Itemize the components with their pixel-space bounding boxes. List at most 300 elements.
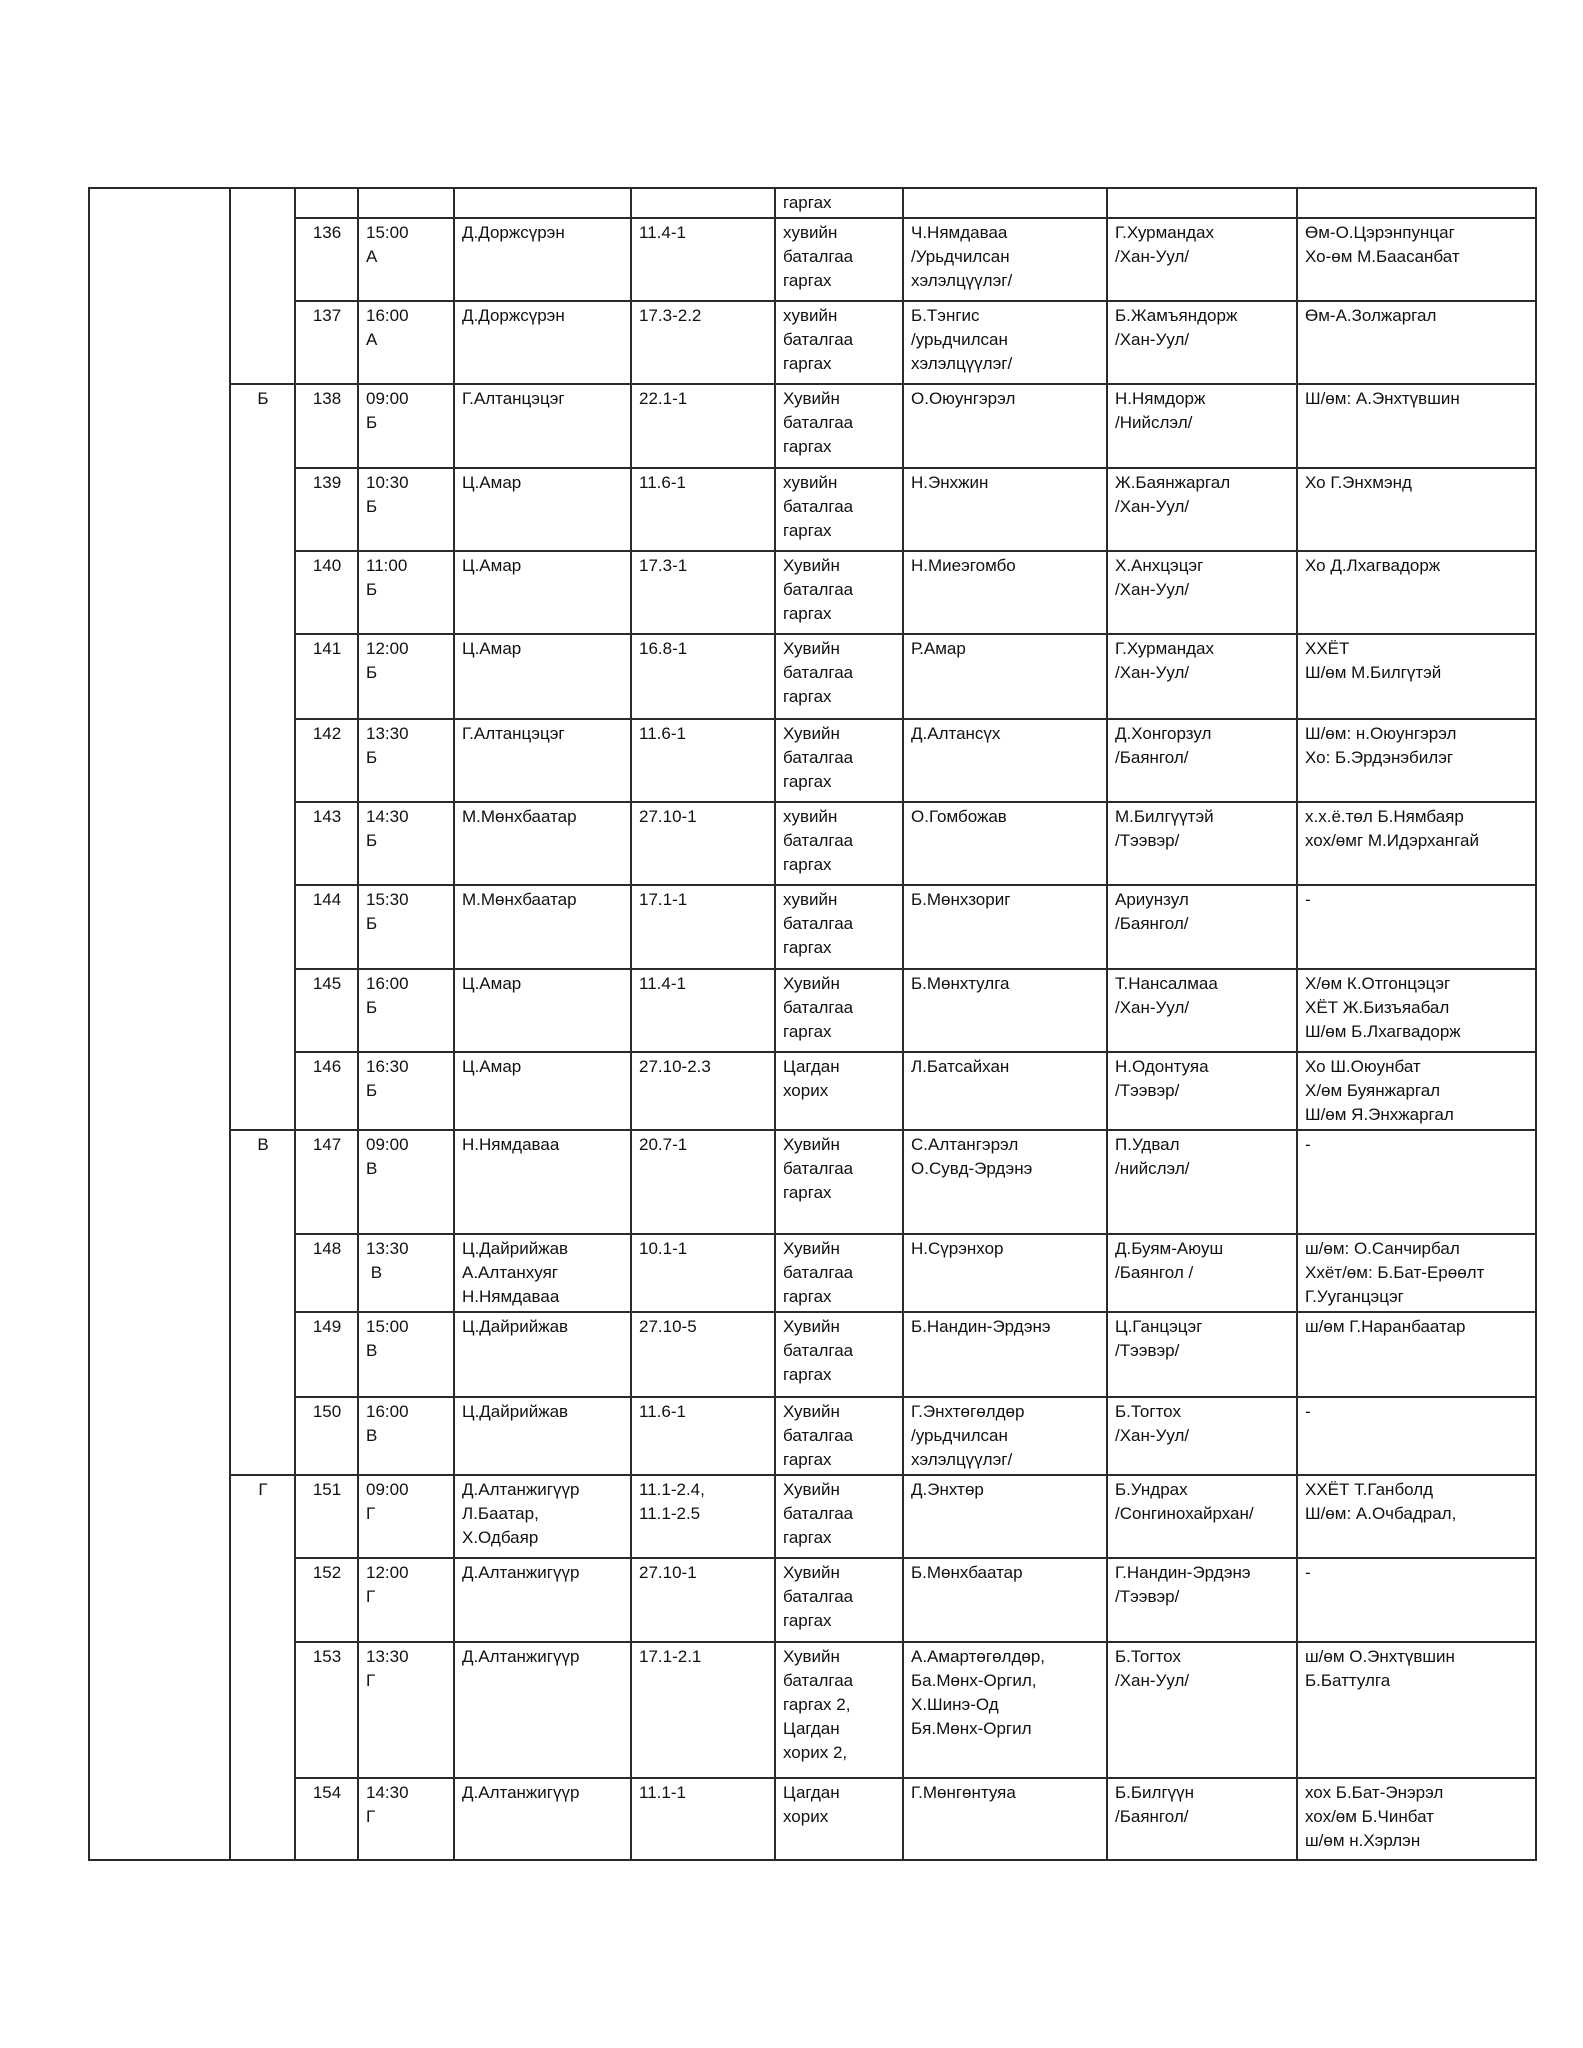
cell-judge bbox=[454, 188, 631, 218]
text-line: 17.3-1 bbox=[639, 556, 688, 575]
cell-hearing-type bbox=[775, 885, 903, 969]
cell-case-number bbox=[631, 384, 775, 468]
table-row bbox=[89, 1475, 1536, 1558]
cell-hearing-type bbox=[775, 218, 903, 301]
text-line: Ц.Амар bbox=[462, 1057, 522, 1076]
cell-case-number bbox=[631, 218, 775, 301]
text-line: - bbox=[1305, 1563, 1311, 1582]
cell-row-number: 152 bbox=[295, 1558, 358, 1642]
text-line: 13:30 bbox=[366, 1647, 409, 1666]
text-line: Ч.Нямдаваа bbox=[911, 223, 1008, 242]
text-line: Г.Хурмандах bbox=[1115, 223, 1214, 242]
text-line: 20.7-1 bbox=[639, 1135, 688, 1154]
text-line: /Нийслэл/ bbox=[1115, 413, 1193, 432]
text-line: Г bbox=[366, 1807, 376, 1826]
text-line: Б bbox=[366, 831, 378, 850]
text-line: Г.Мөнгөнтуяа bbox=[911, 1783, 1016, 1802]
cell-official bbox=[1107, 885, 1297, 969]
text-line: 14:30 bbox=[366, 807, 409, 826]
text-line: гаргах bbox=[783, 1611, 832, 1630]
text-line: хэлэлцүүлэг/ bbox=[911, 1450, 1013, 1469]
text-line: 10.1-1 bbox=[639, 1239, 688, 1258]
cell-case-number bbox=[631, 1397, 775, 1475]
text-line: Г.Алтанцэцэг bbox=[462, 724, 565, 743]
text-line: 09:00 bbox=[366, 1135, 409, 1154]
text-line: Х/өм К.Отгонцэцэг bbox=[1305, 974, 1451, 993]
text-line: Хо: Б.Эрдэнэбилэг bbox=[1305, 748, 1454, 767]
cell-official bbox=[1107, 1130, 1297, 1234]
cell-case-number bbox=[631, 301, 775, 384]
cell-official bbox=[1107, 1234, 1297, 1312]
text-line: Н.Миеэгомбо bbox=[911, 556, 1016, 575]
cell-time bbox=[358, 1052, 454, 1130]
text-line: Д.Алтанжигүүр bbox=[462, 1783, 580, 1802]
cell-participant bbox=[903, 1312, 1107, 1397]
text-line: Хувийн bbox=[783, 1647, 840, 1666]
cell-participant bbox=[903, 301, 1107, 384]
text-line: Г bbox=[366, 1504, 376, 1523]
cell-representatives bbox=[1297, 468, 1536, 551]
text-line: О.Оюунгэрэл bbox=[911, 389, 1016, 408]
text-line: Ш/өм М.Билгүтэй bbox=[1305, 663, 1442, 682]
text-line: Ц.Дайрийжав bbox=[462, 1402, 569, 1421]
text-line: /Хан-Уул/ bbox=[1115, 1426, 1190, 1445]
text-line: Г bbox=[366, 1587, 376, 1606]
text-line: баталгаа bbox=[783, 1504, 854, 1523]
text-line: 27.10-1 bbox=[639, 807, 697, 826]
text-line: Хувийн bbox=[783, 1402, 840, 1421]
text-line: Ц.Дайрийжав bbox=[462, 1239, 569, 1258]
text-line: гаргах bbox=[783, 604, 832, 623]
text-line: /Тээвэр/ bbox=[1115, 1341, 1180, 1360]
text-line: Д.Алтанжигүүр bbox=[462, 1647, 580, 1666]
cell-time bbox=[358, 1475, 454, 1558]
text-line: 13:30 bbox=[366, 1239, 409, 1258]
cell-group-letter: Б bbox=[230, 384, 295, 1130]
table-row bbox=[89, 1312, 1536, 1397]
text-line: Х/өм Буянжаргал bbox=[1305, 1081, 1441, 1100]
cell-row-number: 154 bbox=[295, 1778, 358, 1860]
cell-row-number: 150 bbox=[295, 1397, 358, 1475]
table-row bbox=[89, 885, 1536, 969]
text-line: хох/өмг М.Идэрхангай bbox=[1305, 831, 1479, 850]
left-margin-cell bbox=[89, 188, 230, 1860]
text-line: Н.Нямдаваа bbox=[462, 1135, 560, 1154]
cell-participant bbox=[903, 551, 1107, 634]
text-line: Б bbox=[366, 748, 378, 767]
text-line: баталгаа bbox=[783, 1263, 854, 1282]
text-line: - bbox=[1305, 890, 1311, 909]
cell-judge bbox=[454, 1778, 631, 1860]
text-line: Хо Д.Лхагвадорж bbox=[1305, 556, 1441, 575]
cell-official bbox=[1107, 1052, 1297, 1130]
text-line: /Тээвэр/ bbox=[1115, 831, 1180, 850]
table-row bbox=[89, 1052, 1536, 1130]
cell-participant bbox=[903, 719, 1107, 802]
cell-participant bbox=[903, 1052, 1107, 1130]
text-line: Ц.Ганцэцэг bbox=[1115, 1317, 1203, 1336]
table-row bbox=[89, 969, 1536, 1052]
text-line: 11:00 bbox=[366, 556, 408, 575]
cell-participant bbox=[903, 1778, 1107, 1860]
cell-judge bbox=[454, 802, 631, 885]
text-line: Р.Амар bbox=[911, 639, 966, 658]
cell-representatives bbox=[1297, 1642, 1536, 1778]
text-line: А.Алтанхуяг bbox=[462, 1263, 558, 1282]
text-line: Н.Нямдаваа bbox=[462, 1287, 560, 1306]
cell-time bbox=[358, 468, 454, 551]
text-line: гаргах bbox=[783, 687, 832, 706]
cell-time bbox=[358, 1778, 454, 1860]
text-line: 14:30 bbox=[366, 1783, 409, 1802]
cell-hearing-type bbox=[775, 802, 903, 885]
text-line: Өм-О.Цэрэнпунцаг bbox=[1305, 223, 1455, 242]
text-line: 11.4-1 bbox=[639, 974, 686, 993]
cell-representatives bbox=[1297, 551, 1536, 634]
text-line: /нийслэл/ bbox=[1115, 1159, 1190, 1178]
text-line: баталгаа bbox=[783, 748, 854, 767]
text-line: Л.Батсайхан bbox=[911, 1057, 1010, 1076]
text-line: 15:00 bbox=[366, 223, 409, 242]
cell-row-number: 137 bbox=[295, 301, 358, 384]
cell-judge bbox=[454, 1475, 631, 1558]
text-line: Б bbox=[366, 914, 378, 933]
text-line: Хувийн bbox=[783, 556, 840, 575]
text-line: 11.1-2.4, bbox=[639, 1480, 705, 1499]
text-line: 10:30 bbox=[366, 473, 409, 492]
text-line: В bbox=[366, 1341, 378, 1360]
cell-row-number: 141 bbox=[295, 634, 358, 719]
text-line: ш/өм Г.Наранбаатар bbox=[1305, 1317, 1466, 1336]
cell-representatives bbox=[1297, 1778, 1536, 1860]
text-line: Д.Алтанжигүүр bbox=[462, 1480, 580, 1499]
text-line: Х.Анхцэцэг bbox=[1115, 556, 1204, 575]
text-line: Д.Буям-Аюуш bbox=[1115, 1239, 1224, 1258]
text-line: - bbox=[1305, 1402, 1311, 1421]
text-line: Ц.Амар bbox=[462, 639, 522, 658]
text-line: А bbox=[366, 247, 378, 266]
text-line: Б.Мөнхзориг bbox=[911, 890, 1011, 909]
text-line: баталгаа bbox=[783, 247, 854, 266]
text-line: баталгаа bbox=[783, 1341, 854, 1360]
text-line: /Баянгол/ bbox=[1115, 748, 1189, 767]
text-line: Б.Тогтох bbox=[1115, 1647, 1181, 1666]
text-line: 12:00 bbox=[366, 1563, 409, 1582]
text-line: хэлэлцүүлэг/ bbox=[911, 354, 1013, 373]
text-line: В bbox=[366, 1263, 383, 1282]
text-line: 12:00 bbox=[366, 639, 409, 658]
text-line: Т.Нансалмаа bbox=[1115, 974, 1218, 993]
text-line: хорих bbox=[783, 1807, 829, 1826]
text-line: /Хан-Уул/ bbox=[1115, 330, 1190, 349]
table-row bbox=[89, 719, 1536, 802]
text-line: Б bbox=[366, 413, 378, 432]
text-line: баталгаа bbox=[783, 914, 854, 933]
text-line: Ц.Амар bbox=[462, 556, 522, 575]
text-line: 17.3-2.2 bbox=[639, 306, 702, 325]
text-line: баталгаа bbox=[783, 1671, 854, 1690]
text-line: хувийн bbox=[783, 807, 838, 826]
cell-official bbox=[1107, 301, 1297, 384]
cell-official bbox=[1107, 1312, 1297, 1397]
table-row bbox=[89, 1234, 1536, 1312]
hearing-schedule-table bbox=[88, 187, 1537, 1861]
text-line: Б.Билгүүн bbox=[1115, 1783, 1195, 1802]
text-line: Ш/өм: А.Энхтүвшин bbox=[1305, 389, 1460, 408]
cell-representatives bbox=[1297, 301, 1536, 384]
table-row bbox=[89, 218, 1536, 301]
text-line: Б.Тогтох bbox=[1115, 1402, 1181, 1421]
cell-representatives bbox=[1297, 1397, 1536, 1475]
cell-row-number: 153 bbox=[295, 1642, 358, 1778]
text-line: Л.Баатар, bbox=[462, 1504, 539, 1523]
cell-judge bbox=[454, 1052, 631, 1130]
text-line: Хувийн bbox=[783, 974, 840, 993]
table-row bbox=[89, 1397, 1536, 1475]
text-line: /Хан-Уул/ bbox=[1115, 247, 1190, 266]
cell-row-number: 139 bbox=[295, 468, 358, 551]
cell-row-number: 136 bbox=[295, 218, 358, 301]
text-line: хувийн bbox=[783, 223, 838, 242]
text-line: 27.10-2.3 bbox=[639, 1057, 711, 1076]
text-line: хувийн bbox=[783, 306, 838, 325]
cell-case-number bbox=[631, 885, 775, 969]
text-line: Хувийн bbox=[783, 639, 840, 658]
text-line: гаргах bbox=[783, 1528, 832, 1547]
text-line: Ххёт/өм: Б.Бат-Ерөөлт bbox=[1305, 1263, 1485, 1282]
cell-representatives bbox=[1297, 1558, 1536, 1642]
text-line: Б bbox=[366, 1081, 378, 1100]
text-line: Б.Жамъяндорж bbox=[1115, 306, 1238, 325]
text-line: Б.Ундрах bbox=[1115, 1480, 1188, 1499]
text-line: баталгаа bbox=[783, 831, 854, 850]
text-line: Д.Доржсүрэн bbox=[462, 223, 565, 242]
cell-time bbox=[358, 1234, 454, 1312]
text-line: Цагдан bbox=[783, 1057, 840, 1076]
table-row bbox=[89, 1130, 1536, 1234]
text-line: Д.Энхтөр bbox=[911, 1480, 984, 1499]
text-line: Б.Нандин-Эрдэнэ bbox=[911, 1317, 1051, 1336]
text-line: хох/өм Б.Чинбат bbox=[1305, 1807, 1434, 1826]
text-line: М.Мөнхбаатар bbox=[462, 890, 577, 909]
text-line: хувийн bbox=[783, 473, 838, 492]
cell-representatives bbox=[1297, 218, 1536, 301]
table-row bbox=[89, 1778, 1536, 1860]
cell-representatives bbox=[1297, 802, 1536, 885]
text-line: 17.1-2.1 bbox=[639, 1647, 702, 1666]
cell-group-letter: Г bbox=[230, 1475, 295, 1860]
table-row bbox=[89, 188, 1536, 218]
cell-representatives bbox=[1297, 969, 1536, 1052]
cell-official bbox=[1107, 218, 1297, 301]
text-line: Б bbox=[366, 580, 378, 599]
text-line: 16:00 bbox=[366, 1402, 409, 1421]
cell-representatives bbox=[1297, 1475, 1536, 1558]
text-line: гаргах bbox=[783, 437, 832, 456]
text-line: Ц.Амар bbox=[462, 473, 522, 492]
text-line: баталгаа bbox=[783, 1426, 854, 1445]
cell-row-number: 143 bbox=[295, 802, 358, 885]
text-line: 15:30 bbox=[366, 890, 409, 909]
cell-participant bbox=[903, 1397, 1107, 1475]
text-line: 11.1-1 bbox=[639, 1783, 686, 1802]
text-line: хэлэлцүүлэг/ bbox=[911, 271, 1013, 290]
cell-hearing-type bbox=[775, 1052, 903, 1130]
cell-representatives bbox=[1297, 1312, 1536, 1397]
text-line: гаргах bbox=[783, 1450, 832, 1469]
cell-case-number bbox=[631, 188, 775, 218]
text-line: - bbox=[1305, 1135, 1311, 1154]
text-line: гаргах bbox=[783, 1287, 832, 1306]
text-line: ш/өм н.Хэрлэн bbox=[1305, 1831, 1421, 1850]
cell-case-number bbox=[631, 551, 775, 634]
text-line: О.Сувд-Эрдэнэ bbox=[911, 1159, 1033, 1178]
cell-participant bbox=[903, 634, 1107, 719]
text-line: Ба.Мөнх-Оргил, bbox=[911, 1671, 1037, 1690]
cell-judge bbox=[454, 885, 631, 969]
text-line: Хо-өм М.Баасанбат bbox=[1305, 247, 1460, 266]
cell-official bbox=[1107, 1475, 1297, 1558]
text-line: Г.Хурмандах bbox=[1115, 639, 1214, 658]
cell-participant bbox=[903, 1558, 1107, 1642]
text-line: Бя.Мөнх-Оргил bbox=[911, 1719, 1032, 1738]
cell-row-number: 149 bbox=[295, 1312, 358, 1397]
cell-case-number bbox=[631, 1234, 775, 1312]
text-line: Ц.Амар bbox=[462, 974, 522, 993]
cell-participant bbox=[903, 1234, 1107, 1312]
table-body bbox=[89, 188, 1536, 1860]
text-line: Ж.Баянжаргал bbox=[1115, 473, 1231, 492]
cell-official bbox=[1107, 719, 1297, 802]
text-line: /Тээвэр/ bbox=[1115, 1587, 1180, 1606]
text-line: 15:00 bbox=[366, 1317, 409, 1336]
text-line: 13:30 bbox=[366, 724, 409, 743]
cell-time bbox=[358, 301, 454, 384]
text-line: гаргах bbox=[783, 772, 832, 791]
cell-representatives bbox=[1297, 384, 1536, 468]
text-line: 16:00 bbox=[366, 974, 409, 993]
text-line: баталгаа bbox=[783, 663, 854, 682]
text-line: хорих 2, bbox=[783, 1743, 848, 1762]
cell-time bbox=[358, 1312, 454, 1397]
cell-group-letter: В bbox=[230, 1130, 295, 1475]
text-line: баталгаа bbox=[783, 1587, 854, 1606]
text-line: Г.Нандин-Эрдэнэ bbox=[1115, 1563, 1251, 1582]
cell-hearing-type bbox=[775, 1475, 903, 1558]
cell-representatives bbox=[1297, 719, 1536, 802]
cell-time bbox=[358, 802, 454, 885]
text-line: /Хан-Уул/ bbox=[1115, 663, 1190, 682]
cell-hearing-type bbox=[775, 1642, 903, 1778]
text-line: Д.Алтанжигүүр bbox=[462, 1563, 580, 1582]
cell-official bbox=[1107, 551, 1297, 634]
text-line: /Хан-Уул/ bbox=[1115, 497, 1190, 516]
text-line: Цагдан bbox=[783, 1719, 840, 1738]
text-line: ХХЁТ bbox=[1305, 639, 1350, 658]
text-line: 16:30 bbox=[366, 1057, 409, 1076]
cell-row-number: 142 bbox=[295, 719, 358, 802]
text-line: гаргах bbox=[783, 1022, 832, 1041]
cell-time bbox=[358, 719, 454, 802]
cell-hearing-type bbox=[775, 551, 903, 634]
text-line: Ш/өм: А.Очбадрал, bbox=[1305, 1504, 1457, 1523]
text-line: Г.Алтанцэцэг bbox=[462, 389, 565, 408]
cell-case-number bbox=[631, 719, 775, 802]
text-line: О.Гомбожав bbox=[911, 807, 1007, 826]
text-line: В bbox=[366, 1426, 378, 1445]
cell-judge bbox=[454, 468, 631, 551]
cell-time bbox=[358, 1642, 454, 1778]
text-line: /Баянгол/ bbox=[1115, 1807, 1189, 1826]
cell-hearing-type bbox=[775, 468, 903, 551]
cell-hearing-type bbox=[775, 1778, 903, 1860]
text-line: /Тээвэр/ bbox=[1115, 1081, 1180, 1100]
text-line: 16:00 bbox=[366, 306, 409, 325]
table-row bbox=[89, 634, 1536, 719]
text-line: Хувийн bbox=[783, 389, 840, 408]
text-line: гаргах bbox=[783, 354, 832, 373]
cell-representatives bbox=[1297, 1130, 1536, 1234]
cell-representatives bbox=[1297, 1234, 1536, 1312]
cell-official bbox=[1107, 969, 1297, 1052]
cell-hearing-type bbox=[775, 1558, 903, 1642]
text-line: 11.1-2.5 bbox=[639, 1504, 701, 1523]
text-line: Г.Ууганцэцэг bbox=[1305, 1287, 1404, 1306]
cell-official bbox=[1107, 634, 1297, 719]
cell-judge bbox=[454, 1234, 631, 1312]
cell-hearing-type bbox=[775, 634, 903, 719]
table-row bbox=[89, 1558, 1536, 1642]
text-line: Ш/өм: н.Оюунгэрэл bbox=[1305, 724, 1457, 743]
text-line: Х.Одбаяр bbox=[462, 1528, 539, 1547]
text-line: /Хан-Уул/ bbox=[1115, 580, 1190, 599]
text-line: Ш/өм Б.Лхагвадорж bbox=[1305, 1022, 1461, 1041]
text-line: баталгаа bbox=[783, 1159, 854, 1178]
cell-judge bbox=[454, 384, 631, 468]
table-row bbox=[89, 551, 1536, 634]
cell-case-number bbox=[631, 1130, 775, 1234]
text-line: М.Мөнхбаатар bbox=[462, 807, 577, 826]
text-line: 11.6-1 bbox=[639, 1402, 686, 1421]
text-line: С.Алтангэрэл bbox=[911, 1135, 1019, 1154]
text-line: Х.Шинэ-Од bbox=[911, 1695, 999, 1714]
cell-judge bbox=[454, 301, 631, 384]
cell-judge bbox=[454, 719, 631, 802]
cell-official bbox=[1107, 1642, 1297, 1778]
text-line: Д.Доржсүрэн bbox=[462, 306, 565, 325]
text-line: Хувийн bbox=[783, 1480, 840, 1499]
cell-row-number: 147 bbox=[295, 1130, 358, 1234]
text-line: Ш/өм Я.Энхжаргал bbox=[1305, 1105, 1454, 1124]
cell-hearing-type bbox=[775, 384, 903, 468]
text-line: гаргах 2, bbox=[783, 1695, 851, 1714]
cell-official bbox=[1107, 468, 1297, 551]
text-line: Хувийн bbox=[783, 1135, 840, 1154]
text-line: /Хан-Уул/ bbox=[1115, 1671, 1190, 1690]
cell-representatives bbox=[1297, 1052, 1536, 1130]
cell-judge bbox=[454, 969, 631, 1052]
text-line: Г.Энхтөгөлдөр bbox=[911, 1402, 1025, 1421]
cell-hearing-type bbox=[775, 1312, 903, 1397]
text-line: гаргах bbox=[783, 1365, 832, 1384]
text-line: 09:00 bbox=[366, 1480, 409, 1499]
text-line: 27.10-1 bbox=[639, 1563, 697, 1582]
cell-hearing-type bbox=[775, 969, 903, 1052]
cell-participant bbox=[903, 468, 1107, 551]
text-line: ХЁТ Ж.Бизъяабал bbox=[1305, 998, 1450, 1017]
cell-hearing-type bbox=[775, 1130, 903, 1234]
text-line: 27.10-5 bbox=[639, 1317, 697, 1336]
